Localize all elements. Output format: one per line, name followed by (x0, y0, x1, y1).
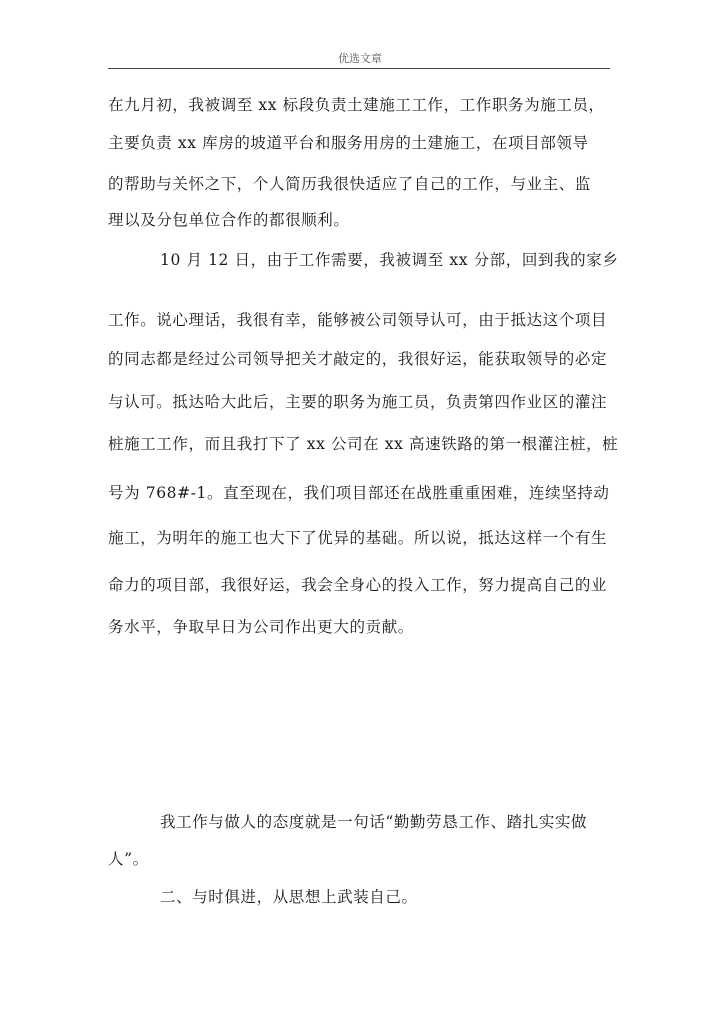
paragraph-line-15: 人”。 (108, 850, 149, 868)
section-heading: 二、与时俱进，从思想上武装自己。 (160, 888, 418, 906)
paragraph-line-6: 工作。说心理话，我很有幸，能够被公司领导认可，由于抵达这个项目 (108, 311, 608, 329)
paragraph-line-3: 的帮助与关怀之下，个人简历我很快适应了自己的工作，与业主、监 (108, 175, 592, 193)
paragraph-line-4: 理以及分包单位合作的都很顺利。 (108, 211, 350, 229)
paragraph-line-11: 施工，为明年的施工也大下了优异的基础。所以说，抵达这样一个有生 (108, 529, 608, 547)
paragraph-line-10: 号为 768#-1。直至现在，我们项目部还在战胜重重困难，连续坚持动 (108, 484, 610, 502)
paragraph-line-8: 与认可。抵达哈大此后，主要的职务为施工员，负责第四作业区的灌注 (108, 393, 608, 411)
paragraph-line-2: 主要负责 xx 库房的坡道平台和服务用房的土建施工，在项目部领导 (108, 134, 589, 152)
page-header: 优选文章 (338, 52, 382, 65)
paragraph-line-9: 桩施工工作，而且我打下了 xx 公司在 xx 高速铁路的第一根灌注桩，桩 (108, 435, 619, 453)
paragraph-line-13: 务水平，争取早日为公司作出更大的贡献。 (108, 618, 414, 636)
paragraph-line-1: 在九月初，我被调至 xx 标段负责土建施工工作，工作职务为施工员， (108, 96, 605, 114)
paragraph-line-14: 我工作与做人的态度就是一句话“勤勤劳恳工作、踏扎实实做 (160, 813, 588, 831)
paragraph-line-12: 命力的项目部，我很好运，我会全身心的投入工作，努力提高自己的业 (108, 576, 608, 594)
header-rule (108, 68, 610, 69)
paragraph-line-5: 10 月 12 日，由于工作需要，我被调至 xx 分部，回到我的家乡 (160, 251, 619, 269)
paragraph-line-7: 的同志都是经过公司领导把关才敲定的，我很好运，能获取领导的必定 (108, 350, 608, 368)
